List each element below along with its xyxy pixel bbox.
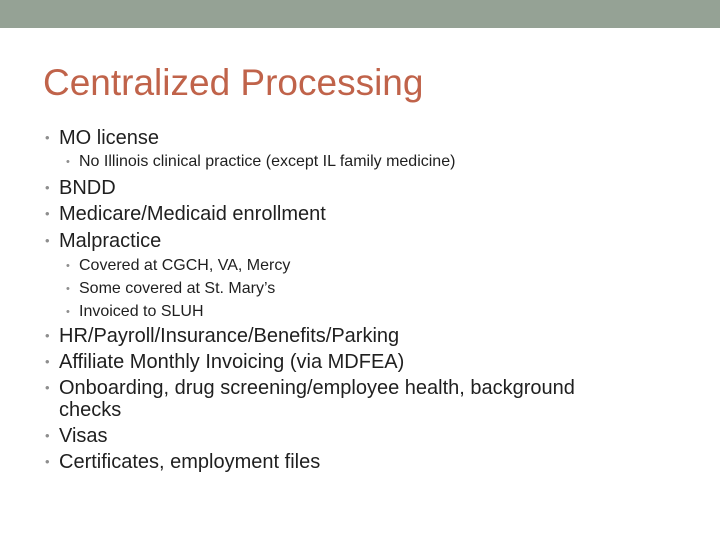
bullet-item: • HR/Payroll/Insurance/Benefits/Parking [45, 325, 400, 347]
bullet-item: • BNDD [45, 177, 116, 199]
bullet-item: • Malpractice [45, 230, 162, 252]
bullet-item: • Medicare/Medicaid enrollment [45, 203, 326, 225]
bullet-dot-icon: • [45, 454, 50, 469]
bullet-dot-icon: • [45, 380, 50, 395]
bullet-dot-icon: • [45, 206, 50, 221]
bullet-item: • MO license [45, 127, 160, 149]
bullet-continuation: checks [59, 399, 122, 421]
bullet-dot-icon: • [66, 283, 70, 295]
bullet-item: • Certificates, employment files [45, 451, 321, 473]
bullet-item: • Onboarding, drug screening/employee health, background [45, 377, 575, 399]
sub-bullet-item: • Invoiced to SLUH [66, 303, 204, 320]
bullet-item: • Affiliate Monthly Invoicing (via MDFEA) [45, 351, 405, 373]
bullet-dot-icon: • [66, 306, 70, 318]
bullet-dot-icon: • [45, 428, 50, 443]
bullet-dot-icon: • [66, 156, 70, 168]
bullet-dot-icon: • [45, 328, 50, 343]
sub-bullet-item: • Some covered at St. Mary’s [66, 280, 276, 297]
bullet-dot-icon: • [45, 354, 50, 369]
sub-bullet-item: • No Illinois clinical practice (except IL family medicine) [66, 153, 456, 170]
bullet-item: • Visas [45, 425, 108, 447]
bullet-dot-icon: • [66, 260, 70, 272]
slide-title: Centralized Processing [43, 62, 424, 103]
bullet-dot-icon: • [45, 130, 50, 145]
sub-bullet-item: • Covered at CGCH, VA, Mercy [66, 257, 291, 274]
bullet-dot-icon: • [45, 233, 50, 248]
bullet-dot-icon: • [45, 180, 50, 195]
